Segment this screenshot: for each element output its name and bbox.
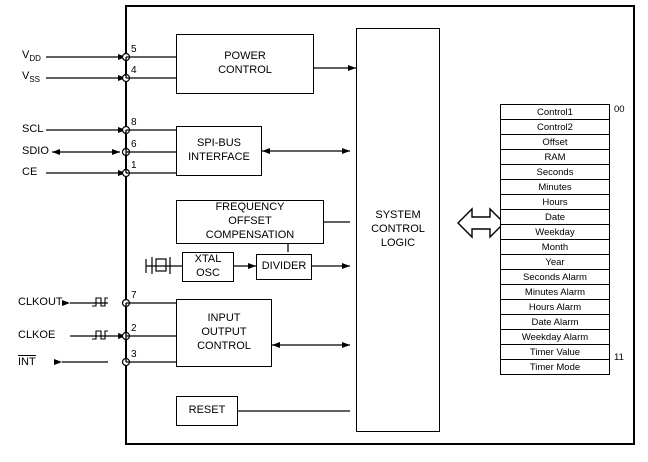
table-row: Minutes	[501, 180, 609, 195]
table-row: Control2	[501, 120, 609, 135]
pin-number-5: 5	[131, 44, 137, 55]
block-divider	[256, 254, 312, 280]
table-row: Seconds	[501, 165, 609, 180]
pin-label-scl: SCL	[22, 123, 44, 135]
block-io-line1: INPUT	[207, 312, 241, 325]
block-reset-label: RESET	[188, 404, 226, 417]
register-last-address: 11	[614, 352, 624, 363]
block-io-line3: CONTROL	[197, 339, 251, 352]
table-row: Weekday Alarm	[501, 330, 609, 345]
block-logic-line1: SYSTEM	[375, 209, 421, 222]
table-row: Weekday	[501, 225, 609, 240]
pin-label-int: INT	[18, 356, 36, 368]
pin-number-8: 8	[131, 117, 137, 128]
block-logic-line2: CONTROL	[371, 223, 425, 236]
pin-number-2: 2	[131, 323, 137, 334]
pin-label-ce: CE	[22, 166, 38, 178]
register-map-table	[500, 104, 610, 375]
block-io-line2: OUTPUT	[201, 326, 247, 339]
block-freq-line2: OFFSET	[228, 215, 272, 228]
table-row: Timer Mode	[501, 360, 609, 375]
pin-number-7: 7	[131, 290, 137, 301]
table-row: Hours	[501, 195, 609, 210]
table-row: Year	[501, 255, 609, 270]
block-spi-bus-interface	[176, 126, 262, 176]
block-xtal-osc	[182, 252, 234, 282]
block-spi-line2: INTERFACE	[188, 151, 250, 163]
block-power-line2: CONTROL	[218, 64, 272, 76]
block-power-line1: POWER	[224, 50, 266, 63]
block-xtal-line1: XTAL	[194, 253, 222, 266]
pin-number-6: 6	[131, 139, 137, 150]
block-frequency-offset-compensation	[176, 200, 324, 244]
block-power-control	[176, 34, 314, 94]
pin-number-1: 1	[131, 160, 137, 171]
table-row: Minutes Alarm	[501, 285, 609, 300]
table-row: Control1	[501, 105, 609, 120]
pin-label-vdd: $V_{DD}$	[22, 49, 41, 64]
block-logic-line3: LOGIC	[380, 236, 416, 249]
block-reset	[176, 396, 238, 426]
pin-number-3: 3	[131, 349, 137, 360]
table-row: Month	[501, 240, 609, 255]
block-freq-line3: COMPENSATION	[205, 228, 295, 241]
block-xtal-line2: OSC	[196, 267, 220, 279]
block-divider-label: DIVIDER	[261, 260, 307, 273]
block-freq-line1: FREQUENCY	[215, 201, 285, 214]
table-row: Seconds Alarm	[501, 270, 609, 285]
table-row: RAM	[501, 150, 609, 165]
pin-label-clkout: CLKOUT	[18, 296, 63, 308]
table-row: Offset	[501, 135, 609, 150]
pin-label-sdio: SDIO	[22, 145, 49, 157]
table-row: Date Alarm	[501, 315, 609, 330]
pin-label-clkoe: CLKOE	[18, 329, 56, 341]
block-system-control-logic	[356, 28, 440, 432]
table-row: Timer Value	[501, 345, 609, 360]
table-row: Date	[501, 210, 609, 225]
pin-label-vss: $V_{SS}$	[22, 70, 41, 85]
register-first-address: 00	[614, 104, 625, 115]
block-input-output-control	[176, 299, 272, 367]
block-spi-line1: SPI-BUS	[196, 137, 241, 150]
pin-number-4: 4	[131, 65, 137, 76]
table-row: Hours Alarm	[501, 300, 609, 315]
